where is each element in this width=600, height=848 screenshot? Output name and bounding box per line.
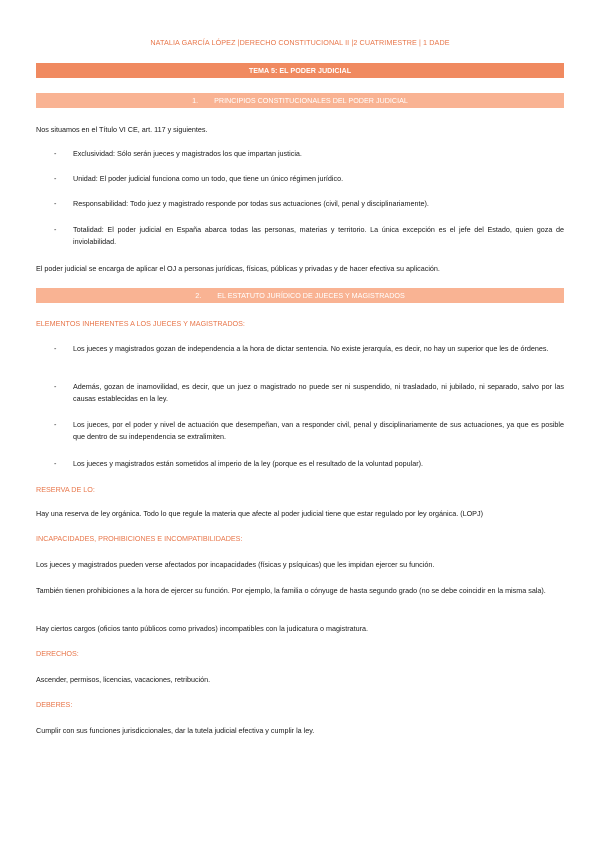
- principle-text: Responsabilidad: Todo juez y magistrado responde por todas sus actuaciones (civil, penal y disciplinariamente).: [73, 199, 429, 208]
- incapacidades-paragraph-1: Los jueces y magistrados pueden verse afectados por incapacidades (físicas y psíquicas) que les impidan ejercer su función.: [36, 560, 435, 569]
- section-1-number: 1.: [192, 96, 199, 105]
- topic-title-bar: TEMA 5: EL PODER JUDICIAL: [36, 63, 564, 78]
- list-item: [54, 173, 564, 185]
- section-2-heading: [36, 288, 564, 303]
- bullet-dash: -: [54, 174, 57, 183]
- section-1-heading: [36, 93, 564, 108]
- bullet-dash: -: [54, 382, 57, 391]
- element-text: Además, gozan de inamovilidad, es decir, que un juez o magistrado no puede ser ni suspendido, ni trasladado, ni jubilado, ni separado, salvo por las causas establecidas en la ley.: [73, 382, 564, 403]
- bullet-dash: -: [54, 420, 57, 429]
- section-2-title: EL ESTATUTO JURÍDICO DE JUECES Y MAGISTRADOS: [217, 291, 405, 300]
- bullet-dash: -: [54, 199, 57, 208]
- deberes-heading: DEBERES:: [36, 700, 73, 709]
- intro-paragraph: Nos situamos en el Título VI CE, art. 117 y siguientes.: [36, 125, 208, 134]
- element-text: Los jueces, por el poder y nivel de actuación que desempeñan, van a responder civil, penal y disciplinariamente de sus actuaciones, ya que es posible que dentro de su independencia se extralimiten.: [73, 420, 564, 441]
- element-text: Los jueces y magistrados están sometidos al imperio de la ley (porque es el resultado de la voluntad popular).: [73, 459, 423, 468]
- list-item: [54, 224, 564, 247]
- principle-text: Unidad: El poder judicial funciona como un todo, que tiene un único régimen jurídico.: [73, 174, 344, 183]
- page-header: NATALIA GARCÍA LÓPEZ |DERECHO CONSTITUCIONAL II |2 CUATRIMESTRE | 1 DADE: [150, 38, 450, 47]
- elements-heading: ELEMENTOS INHERENTES A LOS JUECES Y MAGISTRADOS:: [36, 319, 245, 328]
- derechos-heading: DERECHOS:: [36, 649, 79, 658]
- section-2-number: 2.: [195, 291, 202, 300]
- principle-text: Exclusividad: Sólo serán jueces y magistrados los que impartan justicia.: [73, 149, 302, 158]
- element-text: Los jueces y magistrados gozan de independencia a la hora de dictar sentencia. No existe jerarquía, es decir, no hay un superior que les de órdenes.: [73, 344, 549, 353]
- bullet-dash: -: [54, 344, 57, 353]
- list-item: [54, 381, 564, 404]
- principle-text: Totalidad: El poder judicial en España abarca todas las personas, materias y territorio. La única excepción es el jefe del Estado, quien goza de inviolabilidad.: [73, 225, 564, 246]
- section-1-title: PRINCIPIOS CONSTITUCIONALES DEL PODER JUDICIAL: [214, 96, 408, 105]
- list-item: [54, 198, 564, 210]
- incapacidades-paragraph-3: Hay ciertos cargos (oficios tanto públicos como privados) incompatibles con la judicatura o magistratura.: [36, 624, 368, 633]
- reserva-paragraph: Hay una reserva de ley orgánica. Todo lo que regule la materia que afecte al poder judicial tiene que estar regulado por ley orgánica. (LOPJ): [36, 509, 483, 518]
- deberes-paragraph: Cumplir con sus funciones jurisdiccionales, dar la tutela judicial efectiva y cumplir la ley.: [36, 726, 315, 735]
- section-1-closing-paragraph: El poder judicial se encarga de aplicar el OJ a personas jurídicas, físicas, públicas y privadas y de hacer efectiva su aplicación.: [36, 264, 440, 273]
- list-item: [54, 458, 564, 470]
- bullet-dash: -: [54, 149, 57, 158]
- incapacidades-paragraph-2: También tienen prohibiciones a la hora de ejercer su función. Por ejemplo, la familia o cónyuge de hasta segundo grado (no se debe coincidir en la misma sala).: [36, 586, 546, 595]
- bullet-dash: -: [54, 225, 57, 234]
- derechos-paragraph: Ascender, permisos, licencias, vacaciones, retribución.: [36, 675, 211, 684]
- incapacidades-heading: INCAPACIDADES, PROHIBICIONES E INCOMPATIBILIDADES:: [36, 534, 243, 543]
- list-item: [54, 343, 564, 355]
- bullet-dash: -: [54, 459, 57, 468]
- list-item: [54, 148, 564, 160]
- list-item: [54, 419, 564, 442]
- reserva-heading: RESERVA DE LO:: [36, 485, 95, 494]
